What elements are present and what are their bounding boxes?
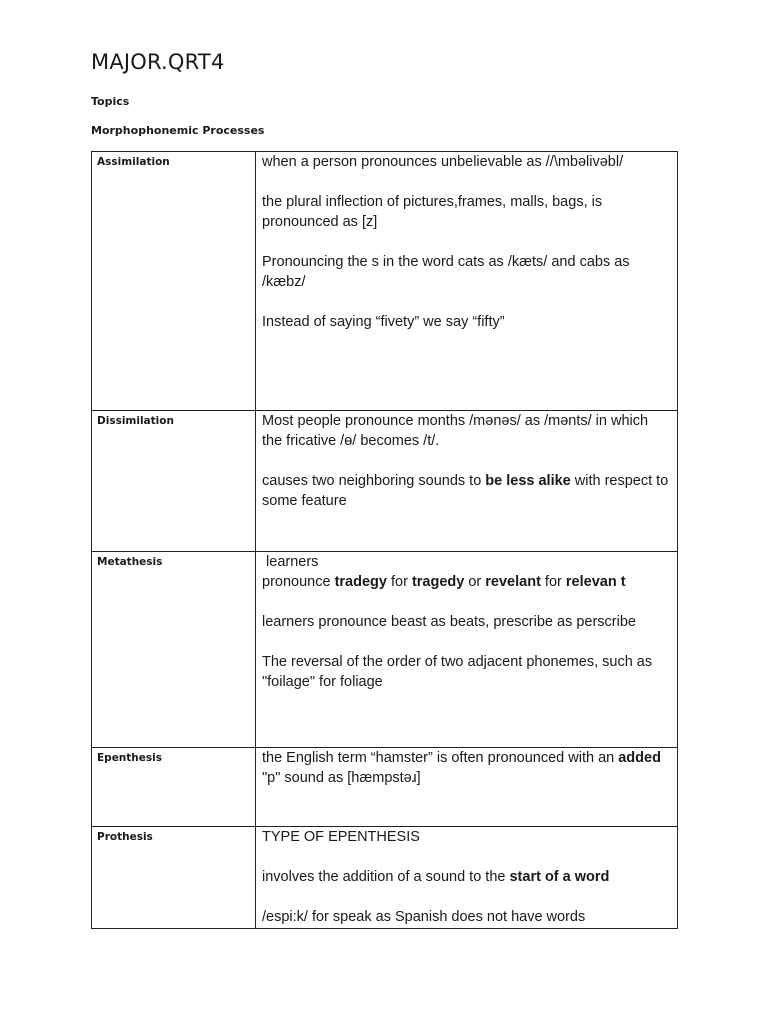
emphasis-text: relevan t: [565, 574, 626, 590]
table-row: [92, 411, 678, 552]
description-line: [262, 471, 671, 511]
description-line: TYPE OF EPENTHESIS: [262, 829, 420, 845]
text-span: learners: [266, 554, 319, 570]
description-line: the plural inflection of pictures,frames, malls, bags, is pronounced as [z]: [262, 194, 603, 230]
emphasis-text: be less alike: [485, 473, 571, 489]
text-span: causes two neighboring sounds to: [262, 473, 486, 489]
text-span: for: [540, 574, 566, 590]
description-line: The reversal of the order of two adjacent phonemes, such as "foilage" for foliage: [262, 654, 653, 690]
description-line: [262, 867, 671, 887]
emphasis-text: start of a word: [509, 869, 610, 885]
emphasis-text: added: [618, 750, 661, 766]
section-subtitle: Morphophonemic Processes: [91, 124, 265, 137]
term-cell: Metathesis: [92, 552, 256, 748]
term-cell: Epenthesis: [92, 748, 256, 827]
description-cell: [256, 827, 678, 929]
text-span: the English term “hamster” is often pronounced with an: [262, 750, 619, 766]
description-line: Pronouncing the s in the word cats as /kæts/ and cabs as /kæbz/: [262, 254, 630, 290]
table-row: [92, 748, 678, 827]
text-span: involves the addition of a sound to the: [262, 869, 510, 885]
description-line: [262, 748, 671, 788]
table-row: [92, 827, 678, 929]
topics-label: Topics: [91, 95, 130, 108]
term-cell: Prothesis: [92, 827, 256, 929]
table-row: [92, 552, 678, 748]
description-line: /espi:k/ for speak as Spanish does not have words: [262, 909, 586, 925]
description-line: learners pronounce beast as beats, prescribe as perscribe: [262, 614, 636, 630]
description-line: Instead of saying “fivety” we say “fifty”: [262, 314, 505, 330]
description-line: when a person pronounces unbelievable as //\mbəlivəbl/: [262, 154, 624, 170]
text-span: or: [464, 574, 486, 590]
description-line: [262, 572, 671, 592]
description-line: Most people pronounce months /mənəs/ as /mənts/ in which the fricative /ɵ/ becomes /t/.: [262, 413, 649, 449]
text-span: pronounce: [262, 574, 335, 590]
emphasis-text: tradegy: [334, 574, 387, 590]
table-row: [92, 152, 678, 411]
description-line: [262, 552, 671, 572]
description-cell: [256, 748, 678, 827]
description-cell: [256, 152, 678, 411]
processes-table: [91, 151, 678, 929]
emphasis-text: tragedy: [411, 574, 465, 590]
term-cell: Dissimilation: [92, 411, 256, 552]
document-title: MAJOR.QRT4: [91, 50, 225, 74]
text-span: with respect to some feature: [262, 473, 669, 509]
text-span: for: [386, 574, 412, 590]
emphasis-text: revelant: [485, 574, 541, 590]
text-span: "p" sound as [hæmpstəɹ]: [262, 770, 421, 786]
term-cell: Assimilation: [92, 152, 256, 411]
description-cell: [256, 411, 678, 552]
description-cell: [256, 552, 678, 748]
